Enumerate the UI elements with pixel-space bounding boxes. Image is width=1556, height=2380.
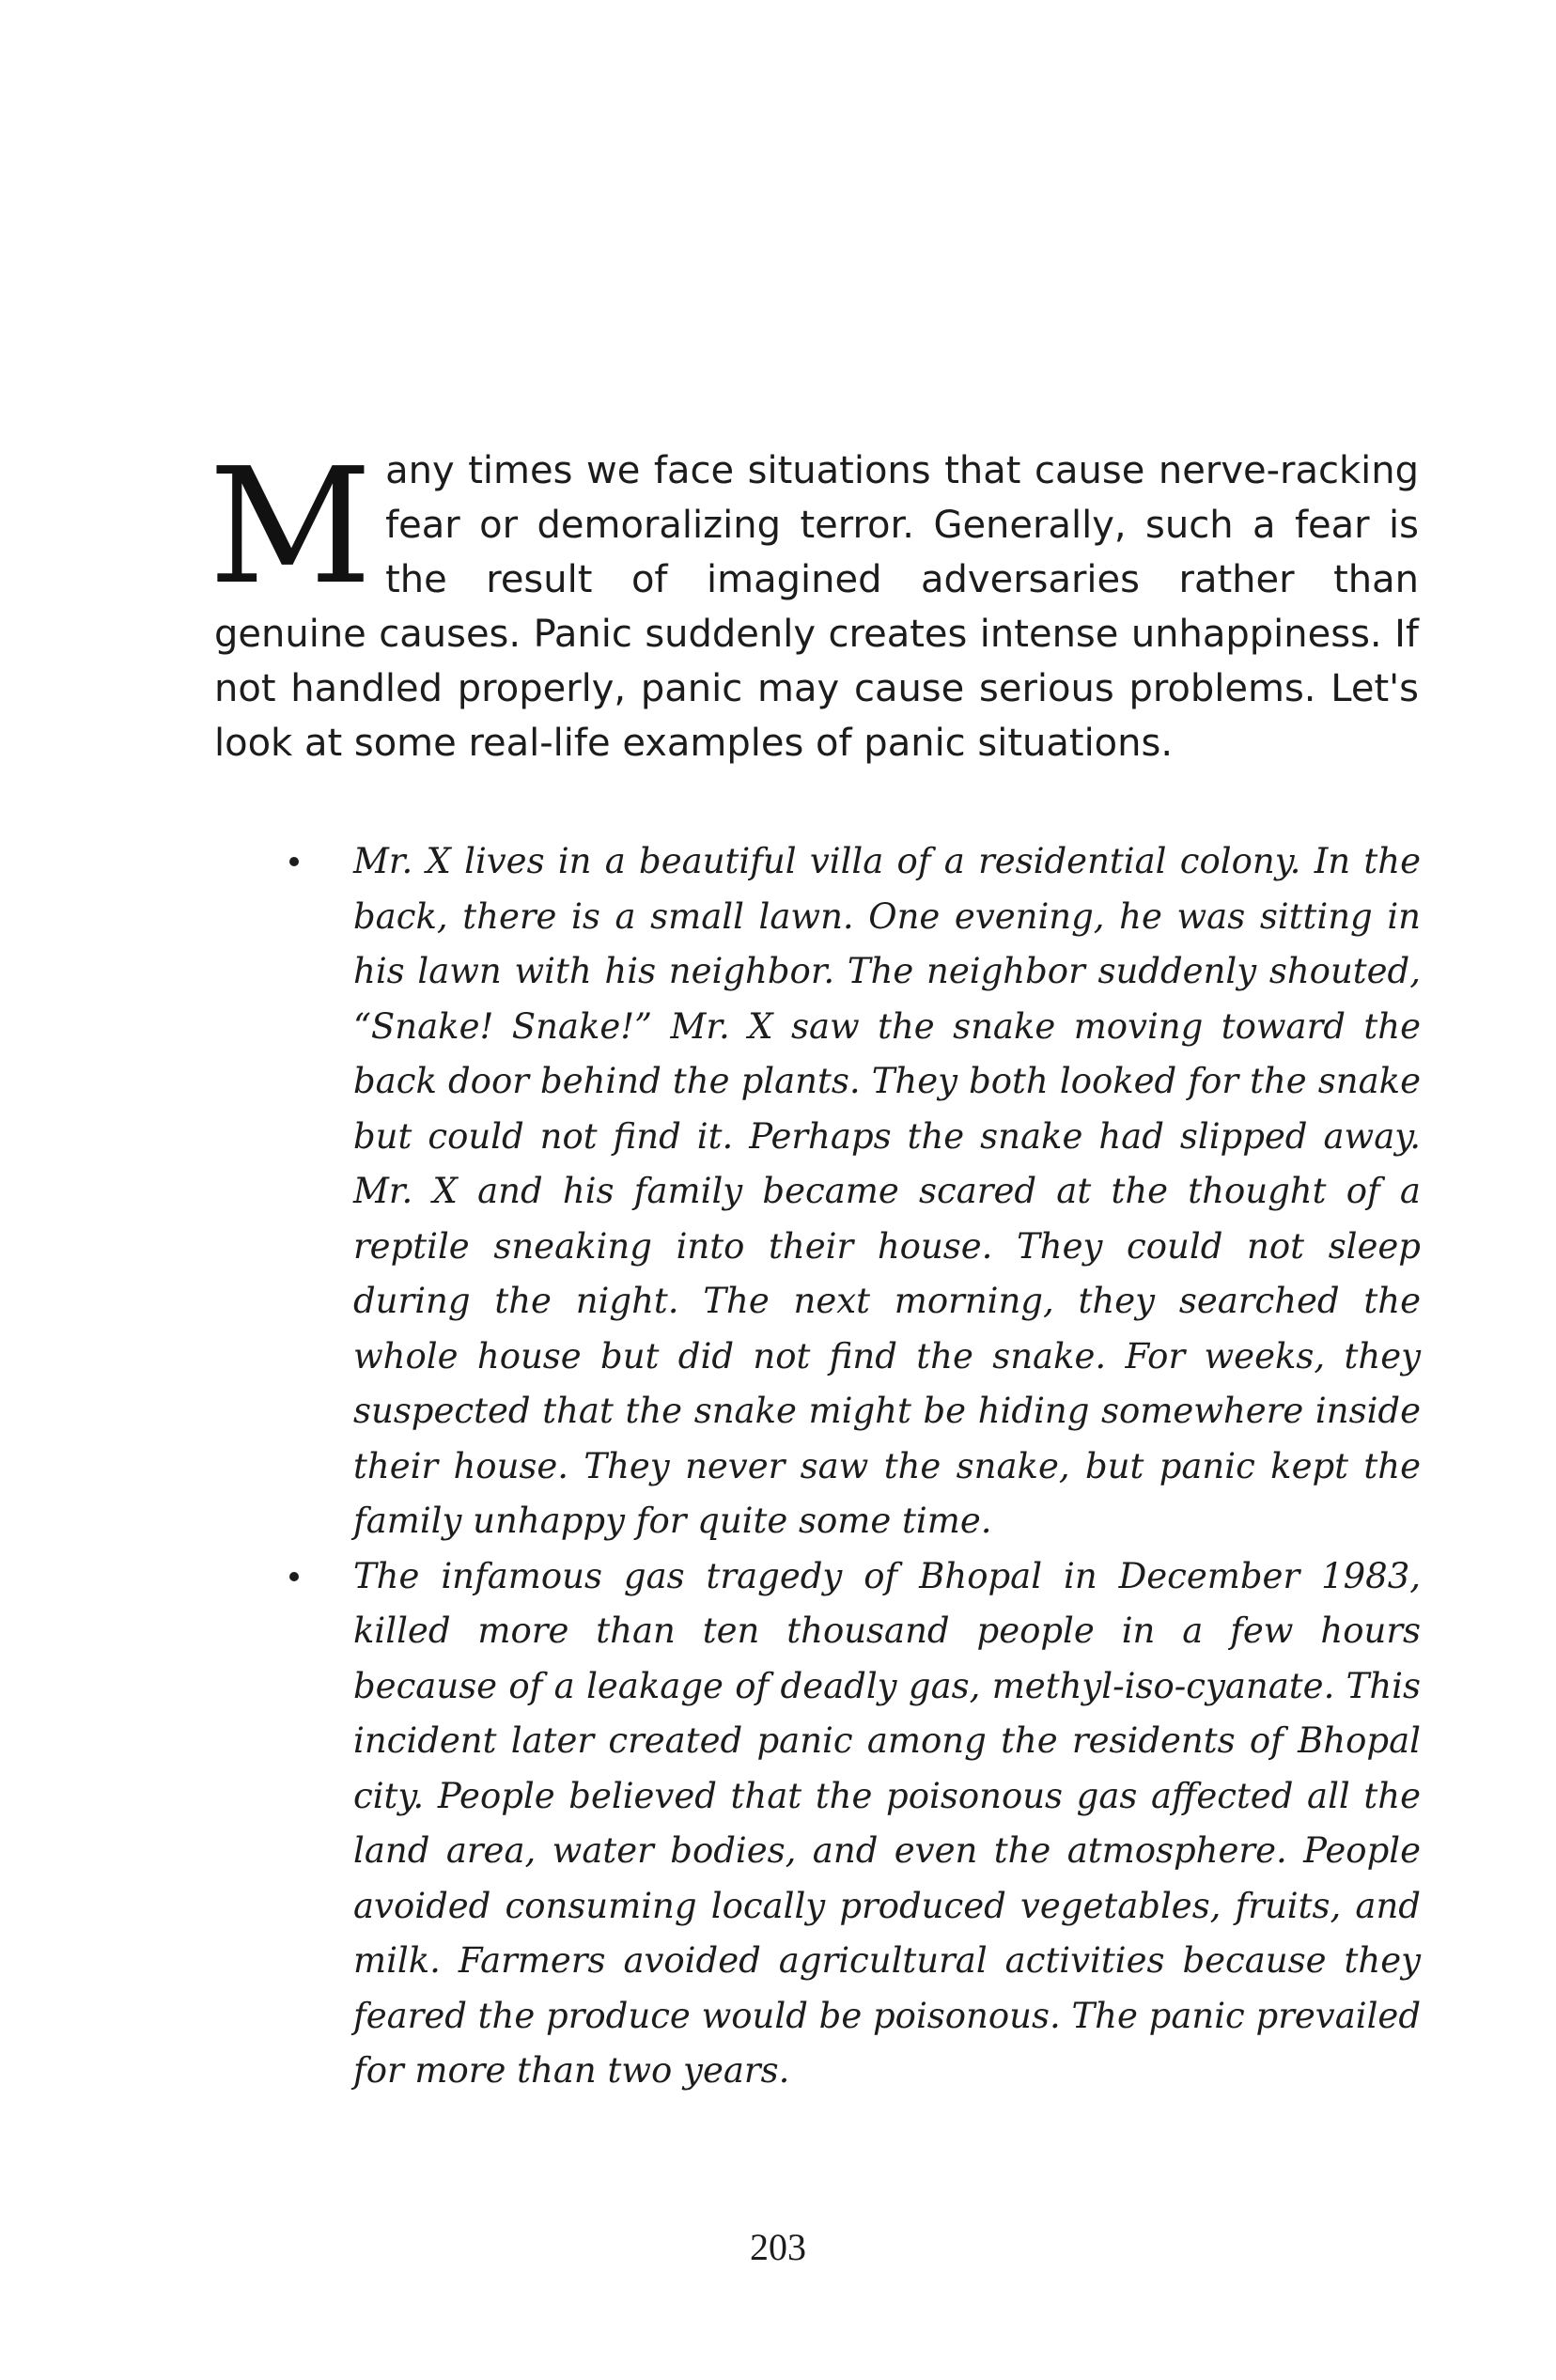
list-item bbox=[272, 834, 1421, 1549]
bullet-icon bbox=[289, 1572, 299, 1581]
list-item bbox=[272, 1549, 1421, 2099]
page-number: 203 bbox=[750, 2226, 806, 2268]
bullet-text: Mr. X lives in a beautiful villa of a residential colony. In the back, there is a small lawn. One evening, he was sitting in his lawn with his neighbor. The neighbor suddenly shouted, “Snake! Snake!” Mr. X saw the snake moving toward the back door behind the plants. They both looked for the snake but could not find it. Perhaps the snake had slipped away. Mr. X and his family became scared at the thought of a reptile sneaking into their house. They could not sleep during the night. The next morning, they searched the whole house but did not find the snake. For weeks, they suspected that the snake might be hiding somewhere inside their house. They never saw the snake, but panic kept the family unhappy for quite some time. bbox=[353, 841, 1421, 1541]
intro-text: any times we face situations that cause nerve-racking fear or demoralizing terror. Generally, such a fear is the result of imagined adversaries rather than genuine causes. Panic suddenly creates intense unhappiness. If not handled properly, panic may cause serious problems. Let's look at some real-life examples of panic situations. bbox=[214, 449, 1419, 765]
bullet-text: The infamous gas tragedy of Bhopal in December 1983, killed more than ten thousand people in a few hours because of a leakage of deadly gas, methyl-iso-cyanate. This incident later created panic among the residents of Bhopal city. People believed that the poisonous gas affected all the land area, water bodies, and even the atmosphere. People avoided consuming locally produced vegetables, fruits, and milk. Farmers avoided agricultural activities because they feared the produce would be poisonous. The panic prevailed for more than two years. bbox=[353, 1555, 1422, 2091]
drop-cap: M bbox=[209, 434, 373, 620]
bullet-list bbox=[272, 834, 1421, 2099]
intro-paragraph bbox=[209, 434, 1419, 770]
bullet-icon bbox=[289, 857, 299, 866]
